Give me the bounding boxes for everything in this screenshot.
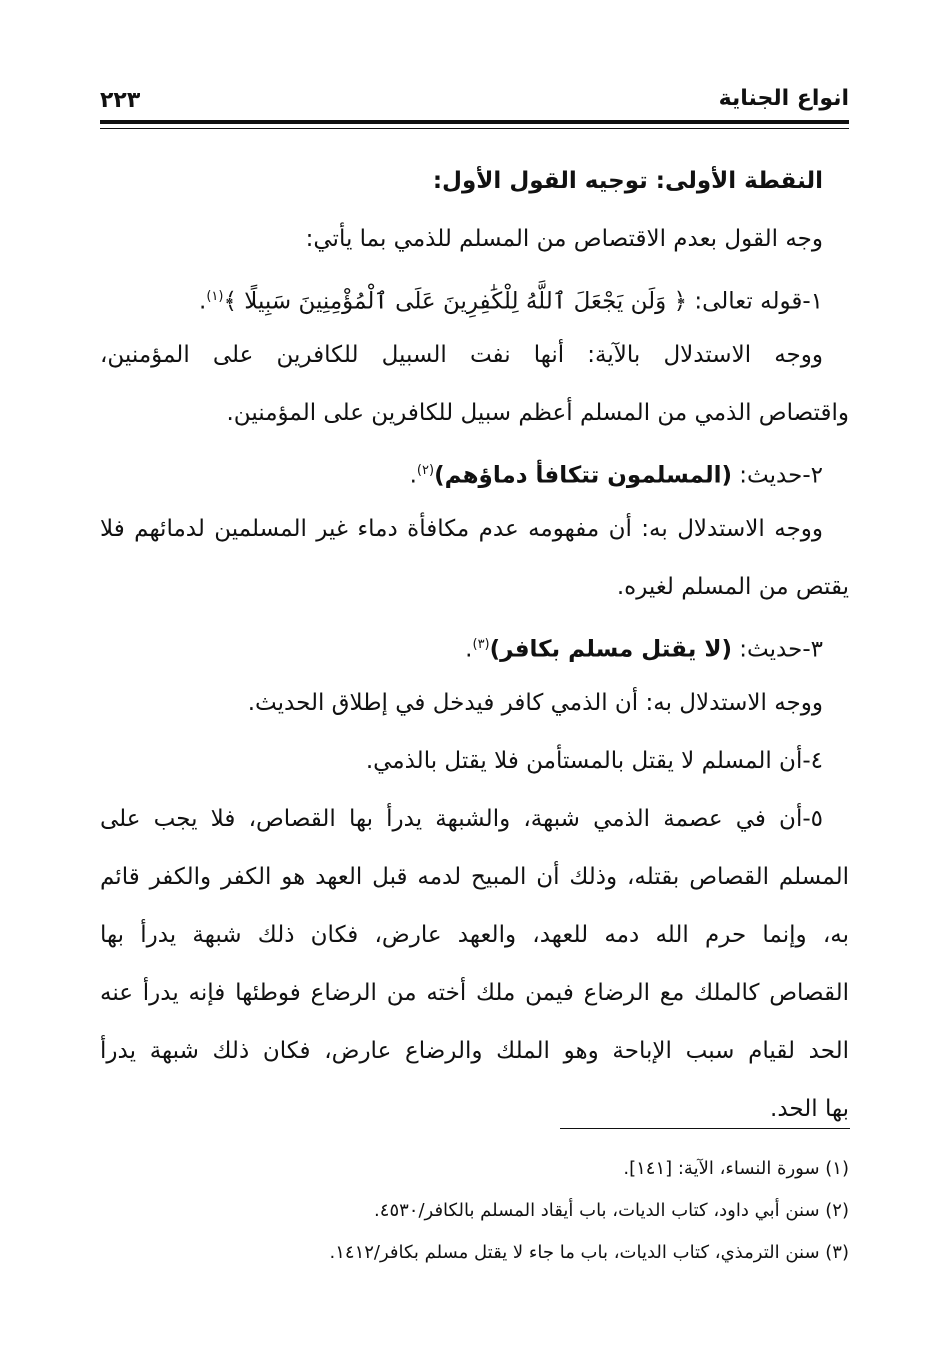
section-heading: النقطة الأولى: توجيه القول الأول: (432, 168, 823, 194)
point-5-line-5: الحد لقيام سبب الإباحة وهو الملك والرضاع عارض، فكان ذلك شبهة يدرأ (100, 1038, 849, 1064)
point-5-line-3: به، وإنما حرم الله دمه للعهد، والعهد عارض، فكان ذلك شبهة يدرأ بها (100, 922, 849, 948)
header-rule-thin (100, 128, 849, 129)
footnote-2: (٢) سنن أبي داود، كتاب الديات، باب أيقاد المسلم بالكافر/٤٥٣٠. (374, 1200, 849, 1221)
hadith-2-evidence: ووجه الاستدلال به: أن الذمي كافر فيدخل في إطلاق الحديث. (247, 690, 823, 716)
hadith-1: (المسلمون تتكافأ دماؤهم) (434, 462, 732, 489)
point-5-line-2: المسلم القصاص بقتله، وذلك أن المبيح لدمه قبل العهد هو الكفر والكفر قائم (100, 864, 849, 890)
header-rule-thick (100, 120, 849, 124)
point-2-end: . (409, 462, 417, 489)
point-3 (100, 616, 849, 674)
point-2 (100, 442, 849, 500)
footnote-3: (٣) سنن الترمذي، كتاب الديات، باب ما جاء لا يقتل مسلم بكافر/١٤١٢. (329, 1242, 849, 1263)
verse-evidence-line-2: واقتصاص الذمي من المسلم أعظم سبيل للكافرين على المؤمنين. (226, 400, 849, 426)
quran-verse: ﴿ وَلَن يَجْعَلَ ٱللَّهُ لِلْكَٰفِرِينَ عَلَى ٱلْمُؤْمِنِينَ سَبِيلًا ﴾ (223, 288, 688, 315)
footnote-ref-3[interactable]: (٣) (472, 637, 490, 652)
point-4: ٤-أن المسلم لا يقتل بالمستأمن فلا يقتل بالذمي. (365, 748, 823, 774)
point-5-line-4: القصاص كالملك مع الرضاع فيمن ملك أخته من الرضاع فوطئها فإنه يدرأ عنه (100, 980, 849, 1006)
hadith-2: (لا يقتل مسلم بكافر) (489, 636, 732, 663)
point-1-prefix: ١-قوله تعالى: (687, 288, 823, 315)
footnote-ref-1[interactable]: (١) (206, 289, 224, 304)
hadith-1-evidence-line-1: ووجه الاستدلال به: أن مفهومه عدم مكافأة دماء غير المسلمين لدمائهم فلا (100, 516, 823, 542)
footnotes (100, 1148, 849, 1274)
point-2-prefix: ٢-حديث: (732, 462, 823, 489)
point-3-end: . (465, 636, 473, 663)
page-number: ٢٢٣ (100, 88, 141, 113)
verse-evidence-line-1: ووجه الاستدلال بالآية: أنها نفت السبيل للكافرين على المؤمنين، (100, 342, 823, 368)
point-3-prefix: ٣-حديث: (732, 636, 823, 663)
intro-line: وجه القول بعدم الاقتصاص من المسلم للذمي بما يأتي: (305, 226, 823, 252)
point-5-line-6: بها الحد. (770, 1096, 849, 1122)
footnote-separator (560, 1128, 850, 1129)
point-1 (100, 268, 849, 326)
point-1-end: . (199, 288, 207, 315)
footnote-1: (١) سورة النساء، الآية: [١٤١]. (623, 1158, 849, 1179)
running-title: انواع الجناية (718, 86, 849, 111)
body-text (100, 152, 849, 1138)
hadith-1-evidence-line-2: يقتص من المسلم لغيره. (616, 574, 849, 600)
footnote-ref-2[interactable]: (٢) (416, 463, 435, 478)
point-5-line-1: ٥-أن في عصمة الذمي شبهة، والشبهة يدرأ بها القصاص، فلا يجب على (100, 806, 823, 832)
